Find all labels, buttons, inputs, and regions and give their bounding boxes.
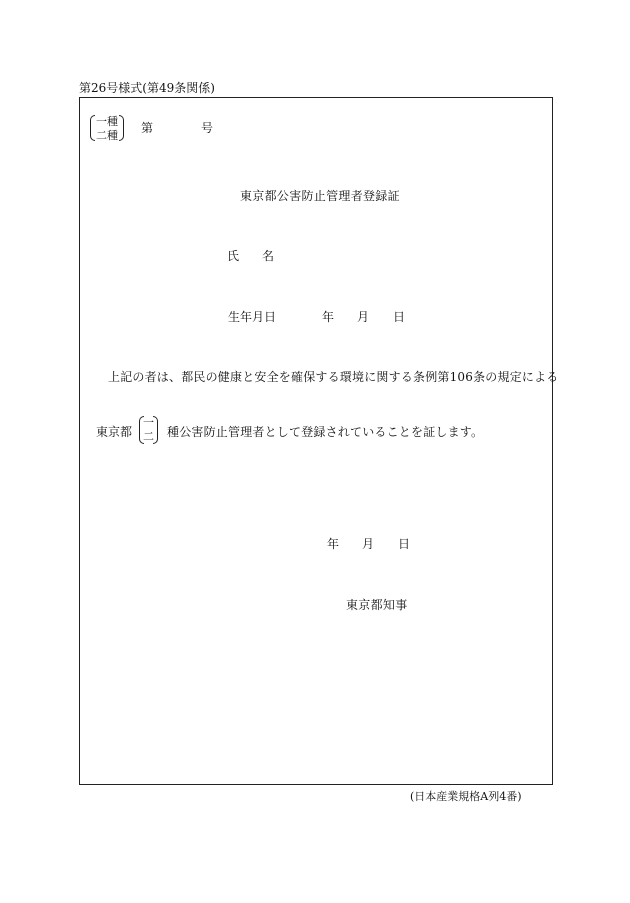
registration-number-prefix: 第 [141, 121, 154, 135]
certification-text-prefix: 東京都 [96, 425, 133, 439]
class-option-first: 一種 [96, 115, 118, 128]
class-bracket-right [119, 115, 124, 141]
date-of-birth-year: 年 [322, 310, 335, 324]
date-of-birth-day: 日 [393, 310, 406, 324]
date-of-birth-label: 生年月日 [228, 310, 277, 324]
form-number: 第26号様式(第49条関係) [79, 81, 215, 95]
issuer-name: 東京都知事 [346, 598, 408, 612]
certification-text-line-2: 種公害防止管理者として登録されていることを証します。 [167, 425, 484, 439]
class-option-second: 二種 [96, 129, 118, 142]
certification-text-line-1: 上記の者は、都民の健康と安全を確保する環境に関する条例第106条の規定による [108, 370, 559, 384]
issue-date-day: 日 [398, 537, 411, 551]
document-title: 東京都公害防止管理者登録証 [240, 189, 400, 203]
paper-size-note: (日本産業規格A列4番) [410, 790, 522, 803]
name-label-first-char: 氏 [227, 249, 240, 263]
date-of-birth-month: 月 [357, 310, 370, 324]
kind-option-first: 一 [143, 416, 154, 429]
class-bracket-left [90, 115, 95, 141]
registration-number-suffix: 号 [201, 121, 214, 135]
issue-date-month: 月 [362, 537, 375, 551]
issue-date-year: 年 [327, 537, 340, 551]
name-label-second-char: 名 [262, 249, 275, 263]
kind-option-second: 二 [143, 430, 154, 443]
